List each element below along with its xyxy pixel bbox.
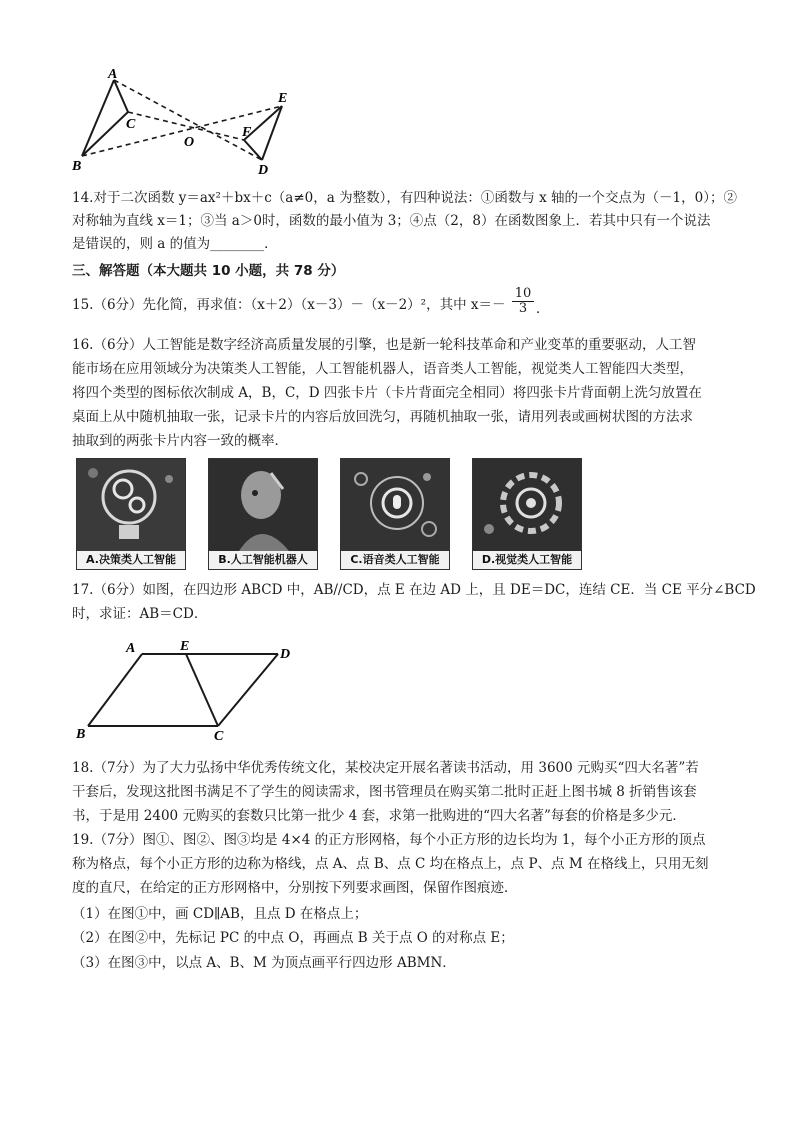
label-a: A — [108, 67, 118, 82]
label-b: B — [72, 159, 82, 174]
q19-part-1: （1）在图①中，画 CD∥AB，且点 D 在格点上； — [72, 906, 368, 922]
segment-bc — [82, 112, 128, 156]
card-c — [340, 458, 450, 570]
robot-head-icon — [209, 459, 317, 551]
segment-cd — [218, 654, 278, 726]
card-b-caption: B.人工智能机器人 — [209, 551, 317, 569]
q17-figure — [72, 634, 302, 744]
vision-eye-icon — [473, 459, 581, 551]
label-d: D — [280, 647, 291, 662]
label-e: E — [278, 91, 288, 106]
q19-line-2: 称为格点，每个小正方形的边称为格线，点 A、点 B、点 C 均在格点上，点 P、点 M 在格线上，只用无刻 — [72, 856, 709, 872]
q15-stem: 15.（6分）先化简，再求值：（x＋2）（x－3）－（x－2）²，其中 x＝－ — [72, 297, 506, 313]
card-d-caption: D.视觉类人工智能 — [473, 551, 581, 569]
segment-ce — [186, 654, 218, 726]
card-c-caption: C.语音类人工智能 — [341, 551, 449, 569]
label-a: A — [126, 641, 136, 656]
q15-fraction — [512, 287, 534, 316]
q16-line-5: 抽取到的两张卡片内容一致的概率． — [72, 433, 288, 449]
q15-text — [72, 297, 505, 313]
q14-line-1: 14.对于二次函数 y＝ax²＋bx＋c（a≠0，a 为整数），有四种说法：①函数与 x 轴的一个交点为（－1，0）；② — [72, 190, 737, 206]
q18-line-3: 书，于是用 2400 元购买的套数只比第一批少 4 套，求第一批购进的“四大名著”每套的价格是多少元． — [72, 808, 686, 824]
q14-line-3: 是错误的，则 a 的值为________． — [72, 236, 278, 252]
label-o: O — [184, 135, 195, 150]
label-c: C — [214, 729, 224, 744]
q17-line-2: 时，求证：AB＝CD． — [72, 606, 208, 622]
segment-ab — [82, 80, 114, 156]
label-f: F — [242, 125, 252, 140]
q17-line-1: 17.（6分）如图，在四边形 ABCD 中，AB//CD，点 E 在边 AD 上，且 DE＝DC，连结 CE．当 CE 平分∠BCD — [72, 582, 756, 598]
q19-line-3: 度的直尺，在给定的正方形网格中，分别按下列要求画图，保留作图痕迹． — [72, 880, 518, 896]
q18-line-2: 干套后，发现这批图书满足不了学生的阅读需求，图书管理员在购买第二批时正赶上图书城 8 折销售该套 — [72, 784, 697, 800]
voice-circle-icon — [341, 459, 449, 551]
q15-frac-num: 10 — [512, 287, 534, 302]
q19-part-2: （2）在图②中，先标记 PC 的中点 O，再画点 B 关于点 O 的对称点 E； — [72, 930, 514, 946]
segment-ab — [88, 654, 142, 726]
q18-line-1: 18.（7分）为了大力弘扬中华优秀传统文化，某校决定开展名著读书活动，用 3600 元购买“四大名著”若 — [72, 760, 699, 776]
label-b: B — [76, 727, 86, 742]
segment-ac — [114, 80, 128, 112]
label-e: E — [180, 639, 190, 654]
q15-frac-den: 3 — [518, 301, 528, 316]
q14-figure — [70, 66, 300, 178]
card-a — [76, 458, 186, 570]
q16-line-2: 能市场在应用领域分为决策类人工智能，人工智能机器人，语音类人工智能，视觉类人工智能四大类型， — [72, 361, 693, 377]
q16-line-1: 16.（6分）人工智能是数字经济高质量发展的引擎，也是新一轮科技革命和产业变革的重要驱动，人工智 — [72, 337, 697, 353]
label-c: C — [126, 117, 136, 132]
card-d — [472, 458, 582, 570]
q16-line-3: 将四个类型的图标依次制成 A，B，C，D 四张卡片（卡片背面完全相同）将四张卡片背面朝上洗匀放置在 — [72, 385, 702, 401]
segment-fd — [244, 140, 262, 160]
q15-tail: ． — [536, 301, 550, 317]
q19-part-3: （3）在图③中，以点 A、B、M 为顶点画平行四边形 ABMN． — [72, 955, 456, 971]
lightbulb-gear-icon — [77, 459, 185, 551]
section-3-heading: 三、解答题（本大题共 10 小题，共 78 分） — [72, 263, 345, 279]
card-b — [208, 458, 318, 570]
label-d: D — [258, 163, 269, 178]
q19-line-1: 19.（7分）图①、图②、图③均是 4×4 的正方形网格，每个小正方形的边长均为 1，每个小正方形的顶点 — [72, 832, 706, 848]
card-a-caption: A.决策类人工智能 — [77, 551, 185, 569]
q16-line-4: 桌面上从中随机抽取一张，记录卡片的内容后放回洗匀，再随机抽取一张，请用列表或画树状图的方法求 — [72, 409, 693, 425]
q14-line-2: 对称轴为直线 x＝1；③当 a＞0时，函数的最小值为 3；④点（2，8）在函数图象上．若其中只有一个说法 — [72, 213, 711, 229]
